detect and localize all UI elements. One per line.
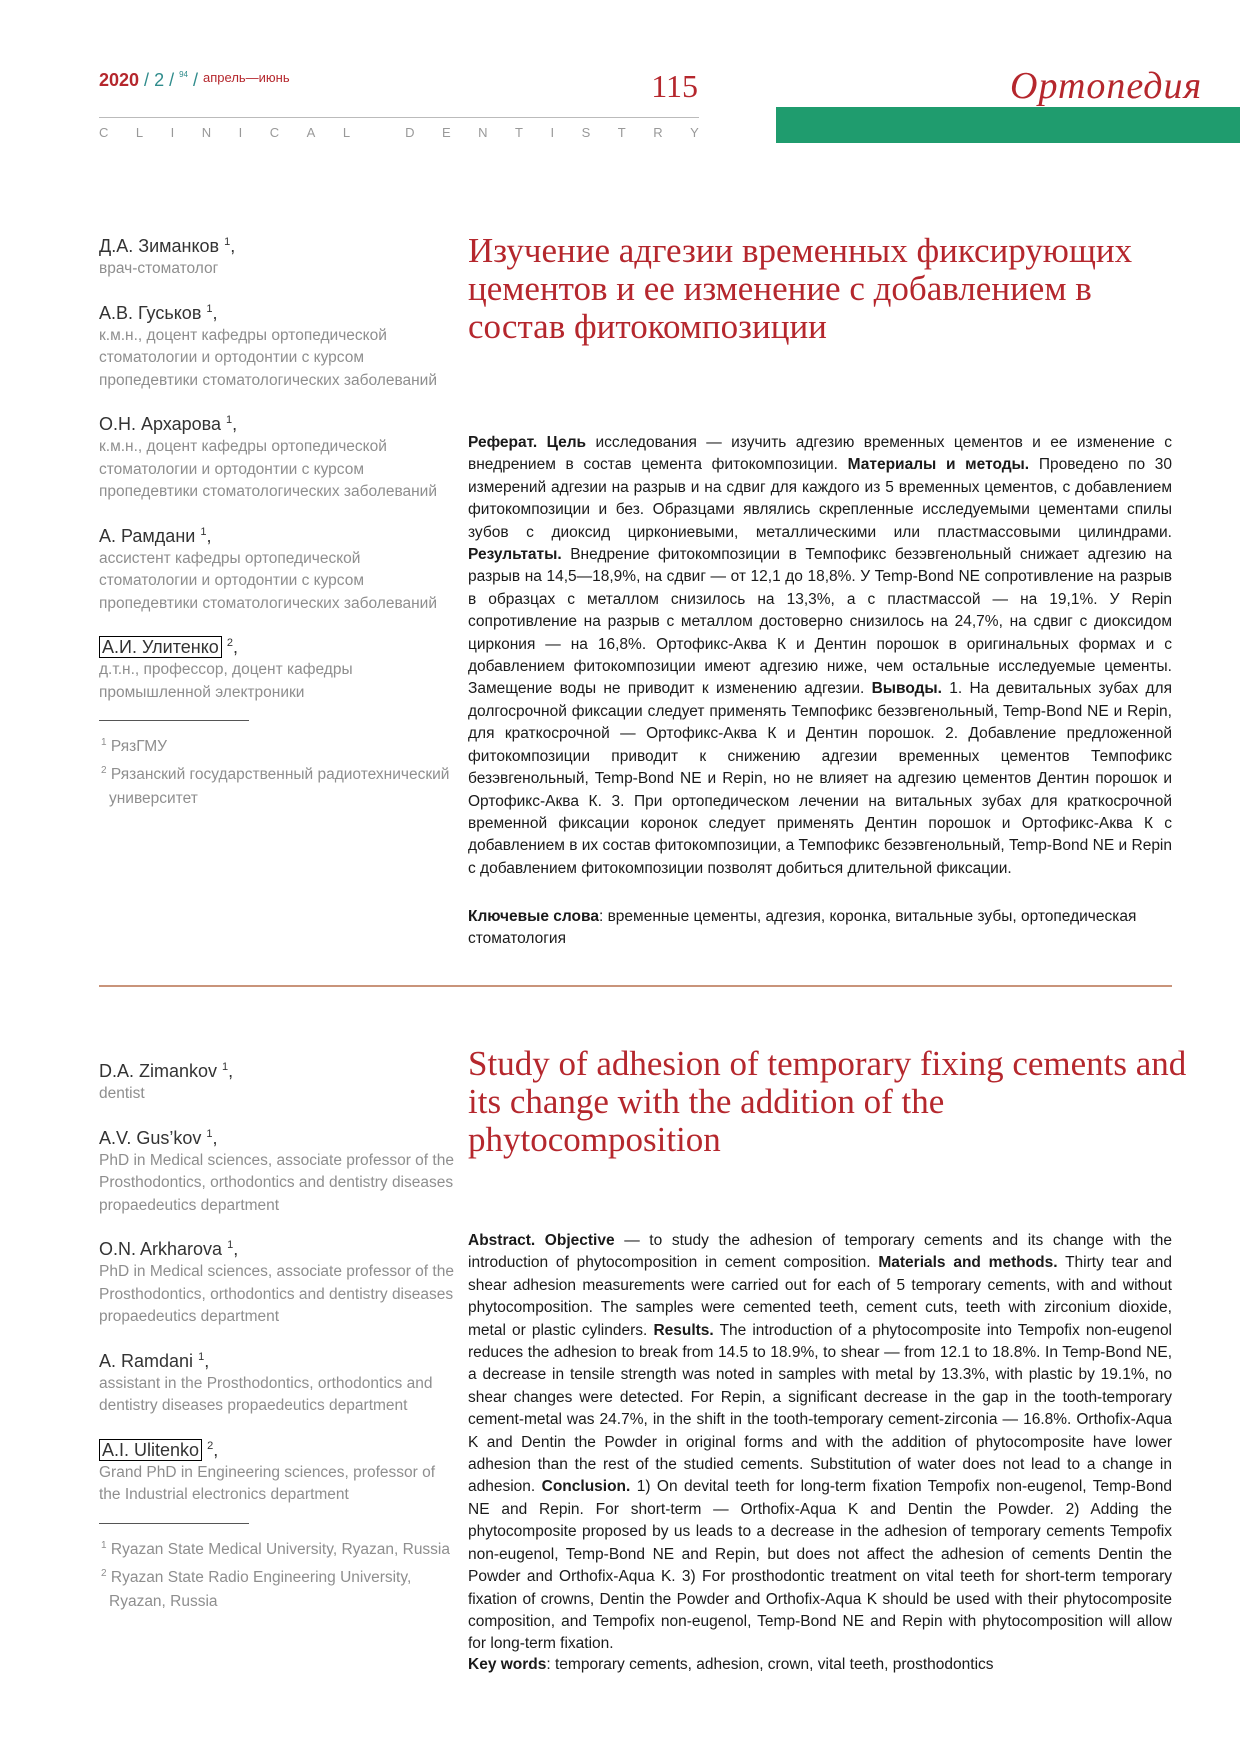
author-en-2: A.V. Gus’kov $^1$, PhD in Medical sciences, associate professor of the Prosthodontics, orthodontics and dentistry diseases propaedeutics department <box>99 1122 459 1218</box>
affiliation-mark: 1 <box>198 1350 205 1363</box>
journal-letter: R <box>653 125 663 140</box>
author-name: О.Н. Архарова <box>99 414 222 434</box>
abstract-ru: Реферат. Цель исследования — изучить адгезию временных цементов и ее изменение с внедрением в состав цемента фитокомпозиции. Материалы и методы. Проведено по 30 измерений адгезии на разрыв и на сдвиг для каждого из 5 временных цементов, с добавлением фитокомпозиции и без. Образцами являлись скрепленные исследуемыми цементами спилы зубов с диоксид циркониевыми, металлическими или пластмассовыми цилиндрами. Результаты. Внедрение фитокомпозиции в Темпофикс безэвгенольный снижает адгезию на разрыв на 14,5—18,9%, на сдвиг — от 12,1 до 18,8%. У Temp-Bond NE сопротивление на разрыв в образцах с металлом снизилось на 13,3%, а с пластмассой — на 19,1%. У Repin сопротивление на разрыв с металлом достоверно снизилось на 24,7%, на сдвиг с диоксидом циркония — на 16,8%. Ортофикс-Аква К и Дентин порошок в оригинальных формах и с добавлением фитокомпозиции имеют адгезию ниже, чем остальные исследуемые цементы. Замещение воды не приводит к изменению адгезии. Выводы. 1. На девитальных зубах для долгосрочной фиксации следует применять Темпофикс безэвгенольный, Temp-Bond NE и Repin, для краткосрочной — Ортофикс-Аква К и Дентин порошок. 2. Добавление предложенной фитокомпозиции приводит к снижению адгезии временных цементов Темпофикс безэвгенольный, Temp-Bond NE и Repin, но не влияет на адгезию цементов Дентин порошок и Ортофикс-Аква К. 3. При ортопедическом лечении на витальных зубах для краткосрочной временной фиксации коронок следует применять Дентин порошок и Ортофикс-Аква К с добавлением в их состав фитокомпозиции, а Темпофикс безэвгенольный, Temp-Bond NE и Repin с добавлением фитокомпозиции позволят добиться длительной фиксации. <box>468 434 1173 877</box>
footnote: $^2$ Рязанский государственный радиотехнический университет <box>101 765 450 808</box>
affiliation-mark: 1 <box>227 1239 234 1251</box>
conclusions-label: Выводы. <box>871 680 942 698</box>
journal-letter: T <box>515 125 523 140</box>
abstract-en: Abstract. Objective — to study the adhesion of temporary cements and its change with the introduction of phytocomposition in cement composition. Materials and methods. Thirty tear and shear adhesion measurements were carried out for each of 5 temporary cements, with and without phytocomposition. The samples were cemented teeth, cement cuts, teeth with zirconium dioxide, metal or plastic cylinders. Results. The introduction of a phytocomposite into Tempofix non-eugenol reduces the adhesion to break from 14.5 to 18.9%, to shear — from 12.1 to 18.8%. In Temp-Bond NE, a decrease in tensile strength was noted in samples with metal by 13.3%, with plastic by 19.1%, no shear changes were detected. For Repin, a significant decrease in the gap in the tooth-temporary cement-metal was 24.7%, in the shift in the tooth-temporary cement-zirconia — 16.8%. Orthofix-Aqua K and Dentin the Powder in original forms and with the addition of phytocomposite have lower adhesion than the rest of the studied cements. Substitution of water does not lead to a change in adhesion. Conclusion. 1) On devital teeth for long-term fixation Tempofix non-eugenol, Temp-Bond NE and Repin. For short-term — Orthofix-Aqua K and Dentin the Powder. 2) Adding the phytocomposite proposed by us leads to a decrease in the adhesion of temporary cements Tempofix non-eugenol, Temp-Bond NE and Repin, but does not affect the adhesion of cements Dentin the Powder and Orthofix-Aqua K. 3) For prosthodontic treatment on vital teeth for short-term temporary fixation of crowns, Dentin the Powder and Orthofix-Aqua K should be used with their phytocomposite composition, and Tempofix non-eugenol, Temp-Bond NE and Repin with phytocomposition will allow for long-term fixation. <box>468 1232 1173 1653</box>
article-title-ru: Изучение адгезии временных фиксирующих цементов и ее изменение с добавлением в состав фитокомпозиции <box>468 231 1133 346</box>
keywords-en: Key words: temporary cements, adhesion, crown, vital teeth, prosthodontics <box>468 1656 994 1673</box>
footnote: $^1$ Ryazan State Medical University, Ryazan, Russia <box>101 1539 450 1558</box>
abstract-label: Реферат. <box>468 434 538 451</box>
author-role: Grand PhD in Engineering sciences, professor of the Industrial electronics department <box>99 1463 436 1503</box>
journal-letter: C <box>269 125 280 140</box>
issue-number: 2 <box>154 70 165 90</box>
author-en-1: D.A. Zimankov $^1$, dentist <box>99 1055 459 1106</box>
goal-label: Objective <box>544 1232 615 1249</box>
author-role: к.м.н., доцент кафедры ортопедической стоматологии и ортодонтии с курсом пропедевтики стоматологических заболеваний <box>99 438 438 500</box>
journal-letter: L <box>342 125 351 140</box>
author-name: Д.А. Зиманков <box>99 236 220 256</box>
issue-info: 2020 / 2 / $^{94}$ / $^{апрель—июнь}$ <box>99 70 290 90</box>
affiliation-mark: 1 <box>226 414 233 426</box>
conclusions-label: Conclusion. <box>541 1478 631 1496</box>
affiliation-mark: 1 <box>224 236 231 248</box>
author-role: dentist <box>99 1085 145 1102</box>
journal-letter: L <box>135 125 144 140</box>
authors-ru <box>99 230 459 811</box>
keywords-label: Ключевые слова <box>468 908 599 925</box>
footnote-rule <box>99 720 249 721</box>
methods-label: Материалы и методы. <box>847 456 1030 474</box>
results-label: Results. <box>653 1321 714 1339</box>
author-name: А.И. Улитенко <box>99 636 222 658</box>
journal-letter: N <box>478 125 488 140</box>
journal-letter: E <box>441 125 451 140</box>
author-name: А. Рамдани <box>99 525 196 546</box>
affiliation-mark: 1 <box>206 1127 213 1140</box>
section-color-bar <box>776 107 1240 143</box>
issue-period: апрель—июнь <box>203 70 290 85</box>
author-role: assistant in the Prosthodontics, orthodontics and dentistry diseases propaedeutics department <box>99 1374 433 1414</box>
author-role: PhD in Medical sciences, associate professor of the Prosthodontics, orthodontics and dentistry diseases propaedeutics department <box>99 1151 454 1214</box>
journal-letter: Y <box>690 125 699 140</box>
author-name: A.I. Ulitenko <box>99 1439 202 1461</box>
journal-letter: I <box>238 125 243 140</box>
author-role: ассистент кафедры ортопедической стоматологии и ортодонтии с курсом пропедевтики стоматологических заболеваний <box>99 549 438 612</box>
goal-label: Цель <box>546 434 587 451</box>
journal-letter: T <box>617 125 626 140</box>
affiliation-mark: 1 <box>222 1061 229 1073</box>
author-name: A.V. Gus’kov <box>99 1127 202 1148</box>
keywords-label: Key words <box>468 1656 547 1673</box>
issue-serial: 94 <box>179 70 188 79</box>
journal-letter: C <box>99 125 109 140</box>
journal-letter: N <box>201 125 212 140</box>
journal-letter: S <box>581 125 591 140</box>
author-ru-1: Д.А. Зиманков $^1$, врач-стоматолог <box>99 230 459 281</box>
affiliation-mark: 2 <box>207 1439 214 1452</box>
journal-letter: A <box>306 125 316 140</box>
header-rule <box>99 117 699 118</box>
issue-year: 2020 <box>99 70 140 90</box>
article-title-en: Study of adhesion of temporary fixing cements and its change with the addition of the phytocomposition <box>468 1044 1187 1159</box>
author-ru-4: А. Рамдани $^1$, ассистент кафедры ортопедической стоматологии и ортодонтии с курсом пропедевтики стоматологических заболеваний <box>99 520 459 616</box>
journal-name <box>99 125 699 140</box>
author-ru-2: А.В. Гуськов $^1$, к.м.н., доцент кафедры ортопедической стоматологии и ортодонтии с курсом пропедевтики стоматологических заболеваний <box>99 297 459 393</box>
author-en-3: O.N. Arkharova $^1$, PhD in Medical sciences, associate professor of the Prosthodontics, orthodontics and dentistry diseases propaedeutics department <box>99 1233 459 1329</box>
section-divider <box>99 985 1172 987</box>
author-role: д.т.н., профессор, доцент кафедры промышленной электроники <box>99 661 353 701</box>
journal-letter: D <box>405 125 415 140</box>
author-en-5: A.I. Ulitenko $^2$, Grand PhD in Engineering sciences, professor of the Industrial electronics department <box>99 1434 459 1507</box>
author-role: врач-стоматолог <box>99 260 219 277</box>
author-ru-5: А.И. Улитенко $^2$, д.т.н., профессор, доцент кафедры промышленной электроники <box>99 631 459 704</box>
author-name: А.В. Гуськов <box>99 302 202 323</box>
author-name: O.N. Arkharova <box>99 1239 223 1259</box>
author-role: к.м.н., доцент кафедры ортопедической стоматологии и ортодонтии с курсом пропедевтики стоматологических заболеваний <box>99 326 438 389</box>
author-name: D.A. Zimankov <box>99 1061 218 1081</box>
affiliation-mark: 1 <box>200 525 207 538</box>
results-label: Результаты. <box>468 546 562 564</box>
footnote: $^1$ РязГМУ <box>101 737 167 756</box>
section-title: Ортопедия <box>1010 65 1203 107</box>
keywords-ru: Ключевые слова: временные цементы, адгезия, коронка, витальные зубы, ортопедическая стоматология <box>468 908 1137 948</box>
footnote: $^2$ Ryazan State Radio Engineering University, Ryazan, Russia <box>101 1567 412 1610</box>
authors-en <box>99 1055 459 1614</box>
methods-label: Materials and methods. <box>878 1254 1058 1272</box>
journal-letter: I <box>550 125 555 140</box>
author-ru-3: О.Н. Архарова $^1$, к.м.н., доцент кафедры ортопедической стоматологии и ортодонтии с курсом пропедевтики стоматологических заболеваний <box>99 408 459 504</box>
abstract-label: Abstract. <box>468 1232 536 1249</box>
page-number: 115 <box>651 68 698 104</box>
author-en-4: A. Ramdani $^1$, assistant in the Prosthodontics, orthodontics and dentistry diseases propaedeutics department <box>99 1345 459 1418</box>
author-role: PhD in Medical sciences, associate professor of the Prosthodontics, orthodontics and dentistry diseases propaedeutics department <box>99 1263 454 1325</box>
footnote-rule <box>99 1523 249 1524</box>
author-name: A. Ramdani <box>99 1350 194 1371</box>
affiliation-mark: 1 <box>206 302 213 315</box>
affiliation-mark: 2 <box>226 637 233 649</box>
journal-letter: I <box>170 125 175 140</box>
